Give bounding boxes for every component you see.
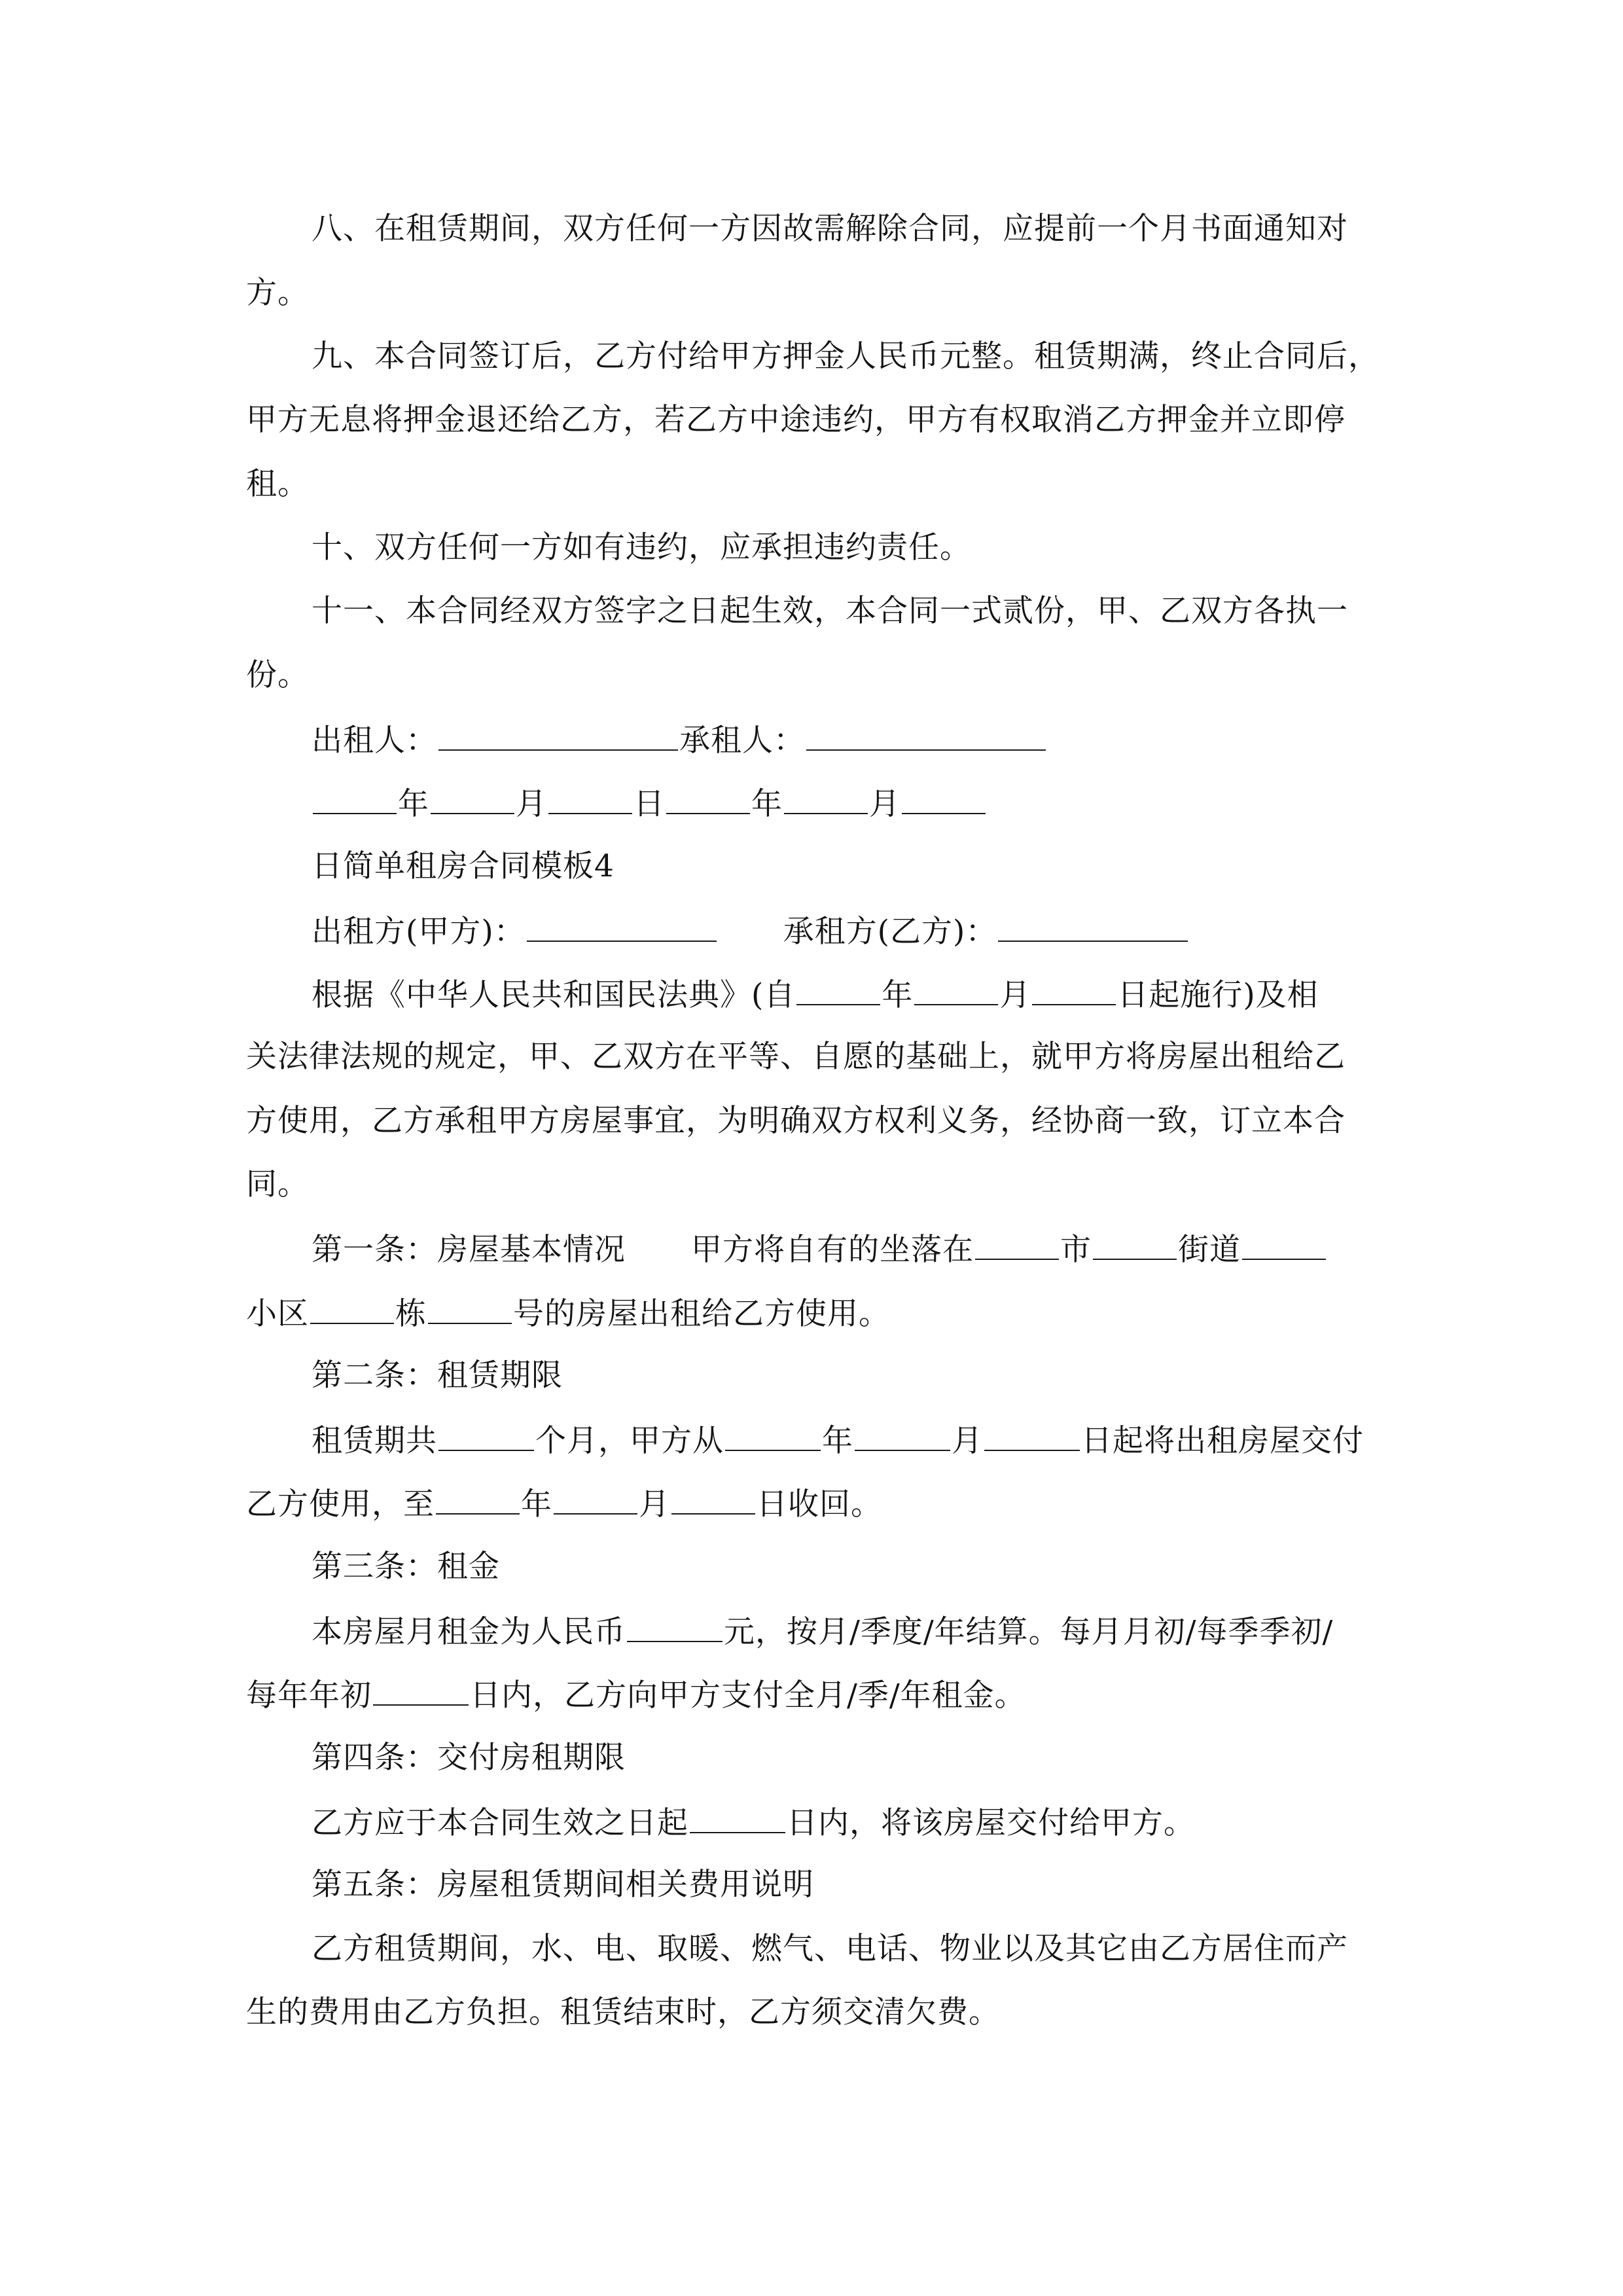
community-label: 小区 (246, 1296, 309, 1332)
article-4-text: 日内，将该房屋交付给甲方。 (787, 1805, 1195, 1841)
days-blank (373, 1678, 469, 1706)
article-2-text: 日收回。 (757, 1486, 882, 1522)
year-label: 年 (521, 1486, 552, 1522)
article-3-heading: 第三条：租金 (312, 1549, 500, 1585)
party-b-blank (998, 914, 1188, 942)
preamble-line-3: 方使用，乙方承租甲方房屋事宜，为明确双方权利义务，经协商一致，订立本合 (246, 1103, 1346, 1139)
month-label: 月 (999, 977, 1031, 1013)
article-2-text: 乙方使用，至 (246, 1486, 435, 1522)
street-blank (1093, 1232, 1177, 1260)
article-5-line-1: 乙方租赁期间，水、电、取暖、燃气、电话、物业以及其它由乙方居住而产 (312, 1931, 1348, 1967)
article-1-heading: 第一条：房屋基本情况 (312, 1232, 626, 1268)
article-3-text: 日内，乙方向甲方支付全月/季/年租金。 (470, 1677, 1026, 1713)
date-line (312, 786, 987, 822)
party-a-blank (527, 914, 717, 942)
date-blank (666, 787, 750, 814)
article-1-line-2 (246, 1296, 890, 1332)
year-label: 年 (751, 786, 783, 822)
clause-10-line: 十、双方任何一方如有违约，应承担违约责任。 (312, 529, 971, 565)
city-label: 市 (1060, 1232, 1092, 1268)
article-1-text: 甲方将自有的坐落在 (691, 1232, 974, 1268)
clause-8-line-2: 方。 (246, 275, 309, 311)
year-label: 年 (398, 786, 429, 822)
clause-9-line-2: 甲方无息将押金退还给乙方，若乙方中途违约，甲方有权取消乙方押金并立即停 (246, 402, 1346, 438)
lessee-blank (806, 723, 1046, 751)
template-heading: 日简单租房合同模板4 (312, 848, 615, 884)
building-blank (310, 1297, 394, 1324)
preamble-text: 日起施行)及相 (1117, 977, 1319, 1013)
clause-8-line-1: 八、在租赁期间，双方任何一方因故需解除合同，应提前一个月书面通知对 (312, 211, 1348, 247)
preamble-line-2: 关法律法规的规定，甲、乙双方在平等、自愿的基础上，就甲方将房屋出租给乙 (246, 1039, 1346, 1075)
street-label: 街道 (1178, 1232, 1241, 1268)
party-a-label: 出租方(甲方)： (312, 914, 526, 950)
article-3-text: 每年年初 (246, 1677, 372, 1713)
article-1-text: 号的房屋出租给乙方使用。 (513, 1296, 890, 1332)
clause-9-line-3: 租。 (246, 466, 309, 502)
months-blank (438, 1424, 534, 1451)
date-blank (548, 787, 632, 814)
date-blank (313, 787, 397, 814)
article-5-heading: 第五条：房屋租赁期间相关费用说明 (312, 1867, 814, 1903)
date-blank (984, 1424, 1080, 1451)
parties-line (312, 914, 1189, 950)
month-label: 月 (952, 1423, 983, 1459)
day-label: 日 (633, 786, 665, 822)
article-5-line-2: 生的费用由乙方负担。租赁结束时，乙方须交清欠费。 (246, 1994, 1000, 2030)
month-label: 月 (869, 786, 901, 822)
article-3-line-1 (312, 1614, 1334, 1650)
article-1-line-1 (312, 1232, 1327, 1268)
building-label: 栋 (395, 1296, 427, 1332)
article-3-text: 本房屋月租金为人民币 (312, 1614, 626, 1650)
date-blank (914, 978, 998, 1005)
article-4-heading: 第四条：交付房租期限 (312, 1740, 626, 1776)
city-blank (975, 1232, 1059, 1260)
month-label: 月 (516, 786, 547, 822)
year-label: 年 (822, 1423, 853, 1459)
article-2-line-1 (312, 1423, 1364, 1459)
article-2-line-2 (246, 1487, 882, 1520)
date-blank (431, 787, 514, 814)
article-3-line-2 (246, 1678, 1026, 1711)
date-blank (436, 1487, 520, 1515)
days-blank (690, 1806, 785, 1833)
preamble-line-4: 同。 (246, 1166, 309, 1202)
article-2-text: 日起将出租房屋交付 (1081, 1423, 1364, 1459)
clause-11-line-1: 十一、本合同经双方签字之日起生效，本合同一式贰份，甲、乙双方各执一 (312, 593, 1348, 629)
date-blank (902, 787, 986, 814)
article-2-text: 租赁期共 (312, 1423, 437, 1459)
date-blank (784, 787, 868, 814)
article-2-heading: 第二条：租赁期限 (312, 1357, 563, 1393)
date-blank (855, 1424, 950, 1451)
article-3-text: 元，按月/季度/年结算。每月月初/每季季初/ (724, 1614, 1334, 1650)
date-blank (725, 1424, 821, 1451)
preamble-text: 根据《中华人民共和国民法典》(自 (312, 977, 796, 1013)
date-blank (671, 1487, 755, 1515)
number-blank (428, 1297, 512, 1324)
community-blank (1242, 1232, 1326, 1260)
date-blank (554, 1487, 637, 1515)
lessee-label: 承租人： (679, 723, 805, 759)
lessor-label: 出租人： (312, 723, 437, 759)
date-blank (1032, 978, 1116, 1005)
party-b-label: 承租方(乙方)： (783, 914, 997, 950)
article-4-text: 乙方应于本合同生效之日起 (312, 1805, 688, 1841)
article-2-text: 个月，甲方从 (535, 1423, 724, 1459)
rent-blank (627, 1615, 722, 1642)
clause-9-line-1: 九、本合同签订后，乙方付给甲方押金人民币元整。租赁期满，终止合同后， (312, 338, 1380, 374)
article-4-line-1 (312, 1806, 1195, 1839)
lessor-blank (438, 723, 678, 751)
month-label: 月 (639, 1486, 670, 1522)
signature-line (312, 723, 1047, 759)
preamble-line-1 (312, 978, 1319, 1011)
date-blank (796, 978, 880, 1005)
year-label: 年 (882, 977, 914, 1013)
clause-11-line-2: 份。 (246, 657, 309, 693)
